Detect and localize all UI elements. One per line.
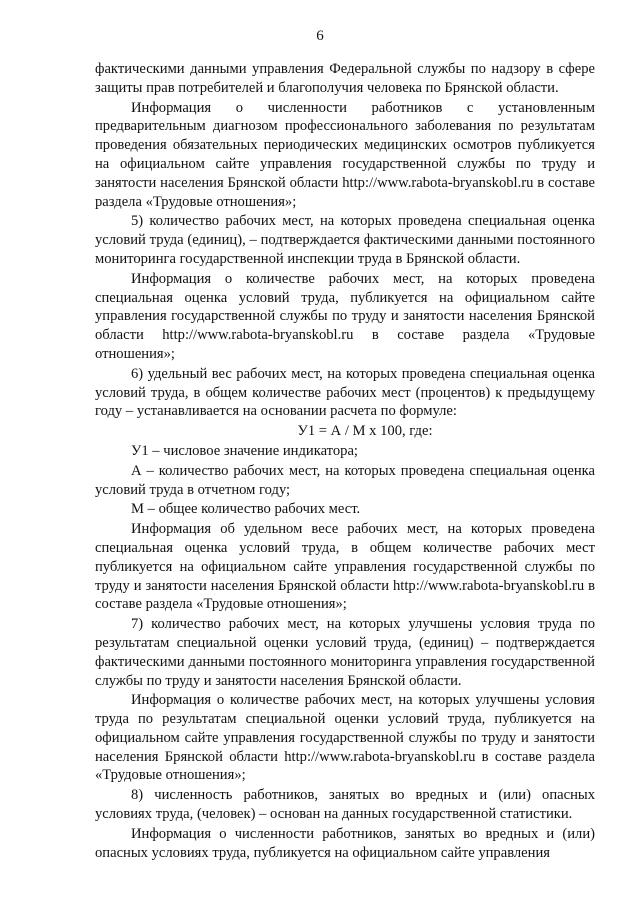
paragraph-item-7: 7) количество рабочих мест, на которых улучшены условия труда по результатам специальной оценки условий труда, (единиц) – подтверждается фактическими данными постоянного мониторинга управления государственной службы по труду и занятости населения Брянской области. bbox=[95, 616, 595, 689]
paragraph-item-5: 5) количество рабочих мест, на которых проведена специальная оценка условий труда (единиц), – подтверждается фактическими данными постоянного мониторинга государственной инспекции труда в Брянской области. bbox=[95, 213, 595, 267]
formula-definition-u1: У1 – числовое значение индикатора; bbox=[131, 442, 358, 459]
formula-definition-m: М – общее количество рабочих мест. bbox=[131, 501, 361, 518]
document-body bbox=[95, 60, 595, 863]
paragraph-info-item-5: Информация о количестве рабочих мест, на которых проведена специальная оценка условий труда, публикуется на официальном сайте управления государственной службы по труду и занятости населения Брянской области http://www.rabota-bryanskobl.ru в составе раздела «Трудовые отношения»; bbox=[95, 270, 595, 362]
formula: У1 = А / М х 100, где: bbox=[297, 423, 433, 440]
paragraph-item-8: 8) численность работников, занятых во вредных и (или) опасных условиях труда, (человек) – основан на данных государственной статистики. bbox=[95, 787, 595, 823]
paragraph-continuation: фактическими данными управления Федеральной службы по надзору в сфере защиты прав потребителей и благополучия человека по Брянской области. bbox=[95, 61, 595, 96]
paragraph-info-item-7: Информация о количестве рабочих мест, на которых улучшены условия труда по результатам специальной оценки условий труда, публикуется на официальном сайте управления государственной службы по труду и занятости населения Брянской области http://www.rabota-bryanskobl.ru в составе раздела «Трудовые отношения»; bbox=[95, 692, 595, 784]
paragraph-item-6: 6) удельный вес рабочих мест, на которых проведена специальная оценка условий труда, в общем количестве рабочих мест (процентов) к предыдущему году – устанавливается на основании расчета по формуле: bbox=[95, 365, 595, 420]
page-number: 6 bbox=[316, 28, 324, 44]
paragraph-info-item-8: Информация о численности работников, занятых во вредных и (или) опасных условиях труда, публикуется на официальном сайте управления bbox=[95, 825, 595, 861]
paragraph-info-occupational-disease: Информация о численности работников с установленным предварительным диагнозом профессионального заболевания по результатам проведения обязательных периодических медицинских осмотров публикуется на официальном сайте управления государственной службы по труду и занятости населения Брянской области http://www.rabota-bryanskobl.ru в составе раздела «Трудовые отношения»; bbox=[95, 99, 595, 210]
formula-definition-a: А – количество рабочих мест, на которых проведена специальная оценка условий труда в отчетном году; bbox=[95, 462, 595, 498]
paragraph-info-item-6: Информация об удельном весе рабочих мест, на которых проведена специальная оценка условий труда, в общем количестве рабочих мест публикуется на официальном сайте управления государственной службы по труду и занятости населения Брянской области http://www.rabota-bryanskobl.ru в составе раздела «Трудовые отношения»; bbox=[95, 521, 595, 613]
